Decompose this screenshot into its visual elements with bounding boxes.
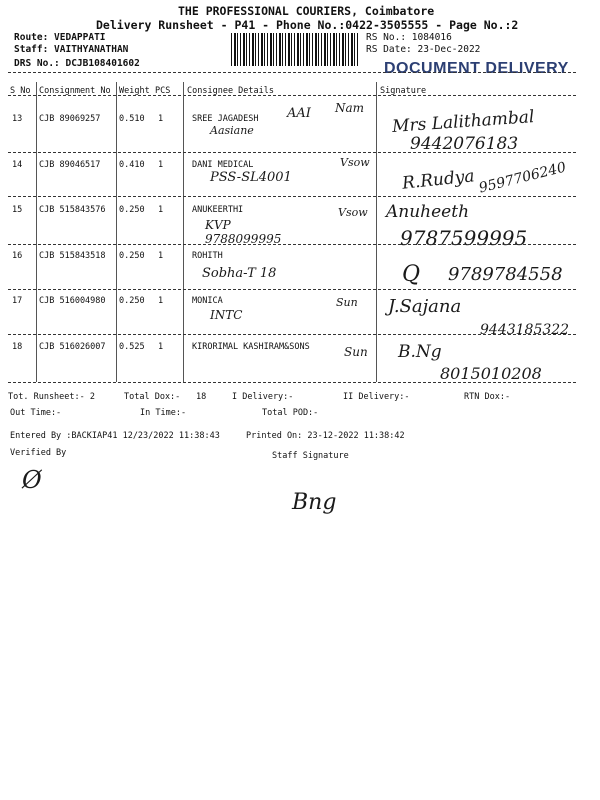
handwritten-signature: Anuheeth <box>386 202 470 222</box>
col-header-consignment: Consignment No <box>39 86 111 96</box>
row-divider <box>8 196 576 197</box>
ii-delivery: II Delivery:- <box>343 392 410 402</box>
row-weight: 0.510 <box>119 114 145 124</box>
column-divider <box>116 82 117 382</box>
row-sno: 15 <box>12 205 23 215</box>
handwritten-note: Sobha-T 18 <box>202 266 277 281</box>
handwritten-signature: Q <box>402 262 421 287</box>
handwritten-phone: 9787599995 <box>400 226 528 250</box>
drs-number: DRS No.: DCJB108401602 <box>14 58 140 69</box>
handwritten-note: AAI <box>287 106 311 121</box>
in-time: In Time:- <box>140 408 187 418</box>
row-divider <box>8 152 576 153</box>
handwritten-phone: 9442076183 <box>410 134 519 154</box>
row-sno: 17 <box>12 296 23 306</box>
entered-by: Entered By :BACKIAP41 12/23/2022 11:38:43 <box>10 431 220 441</box>
company-title: THE PROFESSIONAL COURIERS, Coimbatore <box>178 4 435 18</box>
handwritten-note: PSS-SL4001 <box>210 170 292 185</box>
row-weight: 0.410 <box>119 160 145 170</box>
row-pcs: 1 <box>158 114 164 124</box>
row-pcs: 1 <box>158 160 164 170</box>
rtn-dox: RTN Dox:- <box>464 392 511 402</box>
row-consignment: CJB 89046517 <box>39 160 101 170</box>
row-weight: 0.250 <box>119 296 145 306</box>
document-delivery-stamp: DOCUMENT DELIVERY <box>384 60 569 77</box>
handwritten-signature: R.Rudya <box>401 166 476 194</box>
staff-signature-label: Staff Signature <box>272 451 349 461</box>
printed-on: Printed On: 23-12-2022 11:38:42 <box>246 431 405 441</box>
row-consignment: CJB 516004980 <box>39 296 106 306</box>
total-dox-value: 18 <box>196 392 207 402</box>
row-weight: 0.250 <box>119 251 145 261</box>
column-divider <box>36 82 37 382</box>
handwritten-note: KVP <box>205 218 231 232</box>
row-divider <box>8 382 576 383</box>
row-pcs: 1 <box>158 296 164 306</box>
handwritten-phone: 9789784558 <box>448 264 563 285</box>
runsheet-title: Delivery Runsheet - P41 - Phone No.:0422-3505555 - Page No.:2 <box>96 18 519 32</box>
route-label: Route: VEDAPPATI <box>14 32 106 43</box>
i-delivery: I Delivery:- <box>232 392 294 402</box>
handwritten-signature: B.Ng <box>398 342 442 362</box>
handwritten-note: Sun <box>336 296 358 309</box>
handwritten-phone: 9443185322 <box>480 322 570 338</box>
total-pod: Total POD:- <box>262 408 319 418</box>
row-consignee: MONICA <box>192 296 223 306</box>
handwritten-signature: J.Sajana <box>388 296 462 317</box>
staff-signature: Bng <box>292 490 337 515</box>
handwritten-note: 9788099995 <box>205 232 282 246</box>
row-sno: 16 <box>12 251 23 261</box>
row-consignee: ROHITH <box>192 251 223 261</box>
divider <box>8 72 576 73</box>
barcode <box>231 33 359 66</box>
rs-date: RS Date: 23-Dec-2022 <box>366 44 481 55</box>
row-consignee: SREE JAGADESH <box>192 114 259 124</box>
rs-number: RS No.: 1084016 <box>366 32 452 43</box>
row-consignee: ANUKEERTHI <box>192 205 244 215</box>
row-consignment: CJB 515843576 <box>39 205 106 215</box>
total-dox-label: Total Dox:- <box>124 392 181 402</box>
row-divider <box>8 244 576 245</box>
column-divider <box>376 82 377 382</box>
row-sno: 14 <box>12 160 23 170</box>
row-pcs: 1 <box>158 342 164 352</box>
row-consignment: CJB 516026007 <box>39 342 106 352</box>
row-weight: 0.250 <box>119 205 145 215</box>
handwritten-phone: 9597706240 <box>477 159 568 197</box>
col-header-pcs: PCS <box>155 86 171 96</box>
verified-signature: Ø <box>22 466 42 494</box>
col-header-consignee: Consignee Details <box>187 86 274 96</box>
handwritten-phone: 8015010208 <box>440 364 542 383</box>
row-consignee: KIRORIMAL KASHIRAM&SONS <box>192 342 310 352</box>
out-time: Out Time:- <box>10 408 62 418</box>
col-header-weight: Weight <box>119 86 150 96</box>
col-header-sno: S No <box>10 86 31 96</box>
row-sno: 13 <box>12 114 23 124</box>
row-divider <box>8 334 576 335</box>
handwritten-note: INTC <box>210 308 243 322</box>
row-consignment: CJB 89069257 <box>39 114 101 124</box>
staff-label: Staff: VAITHYANATHAN <box>14 44 129 55</box>
row-divider <box>8 289 576 290</box>
row-pcs: 1 <box>158 251 164 261</box>
handwritten-note: Vsow <box>340 156 370 169</box>
handwritten-note: Nam <box>335 101 365 115</box>
row-weight: 0.525 <box>119 342 145 352</box>
verified-by: Verified By <box>10 448 67 458</box>
tot-runsheet: Tot. Runsheet:- 2 <box>8 392 95 402</box>
handwritten-note: Aasiane <box>210 124 254 137</box>
handwritten-note: Sun <box>344 345 368 359</box>
row-sno: 18 <box>12 342 23 352</box>
col-header-signature: Signature <box>380 86 427 96</box>
row-consignment: CJB 515843518 <box>39 251 106 261</box>
handwritten-signature: Mrs Lalithambal <box>391 107 535 137</box>
row-consignee: DANI MEDICAL <box>192 160 254 170</box>
handwritten-note: Vsow <box>338 206 368 219</box>
column-divider <box>183 82 184 382</box>
row-pcs: 1 <box>158 205 164 215</box>
